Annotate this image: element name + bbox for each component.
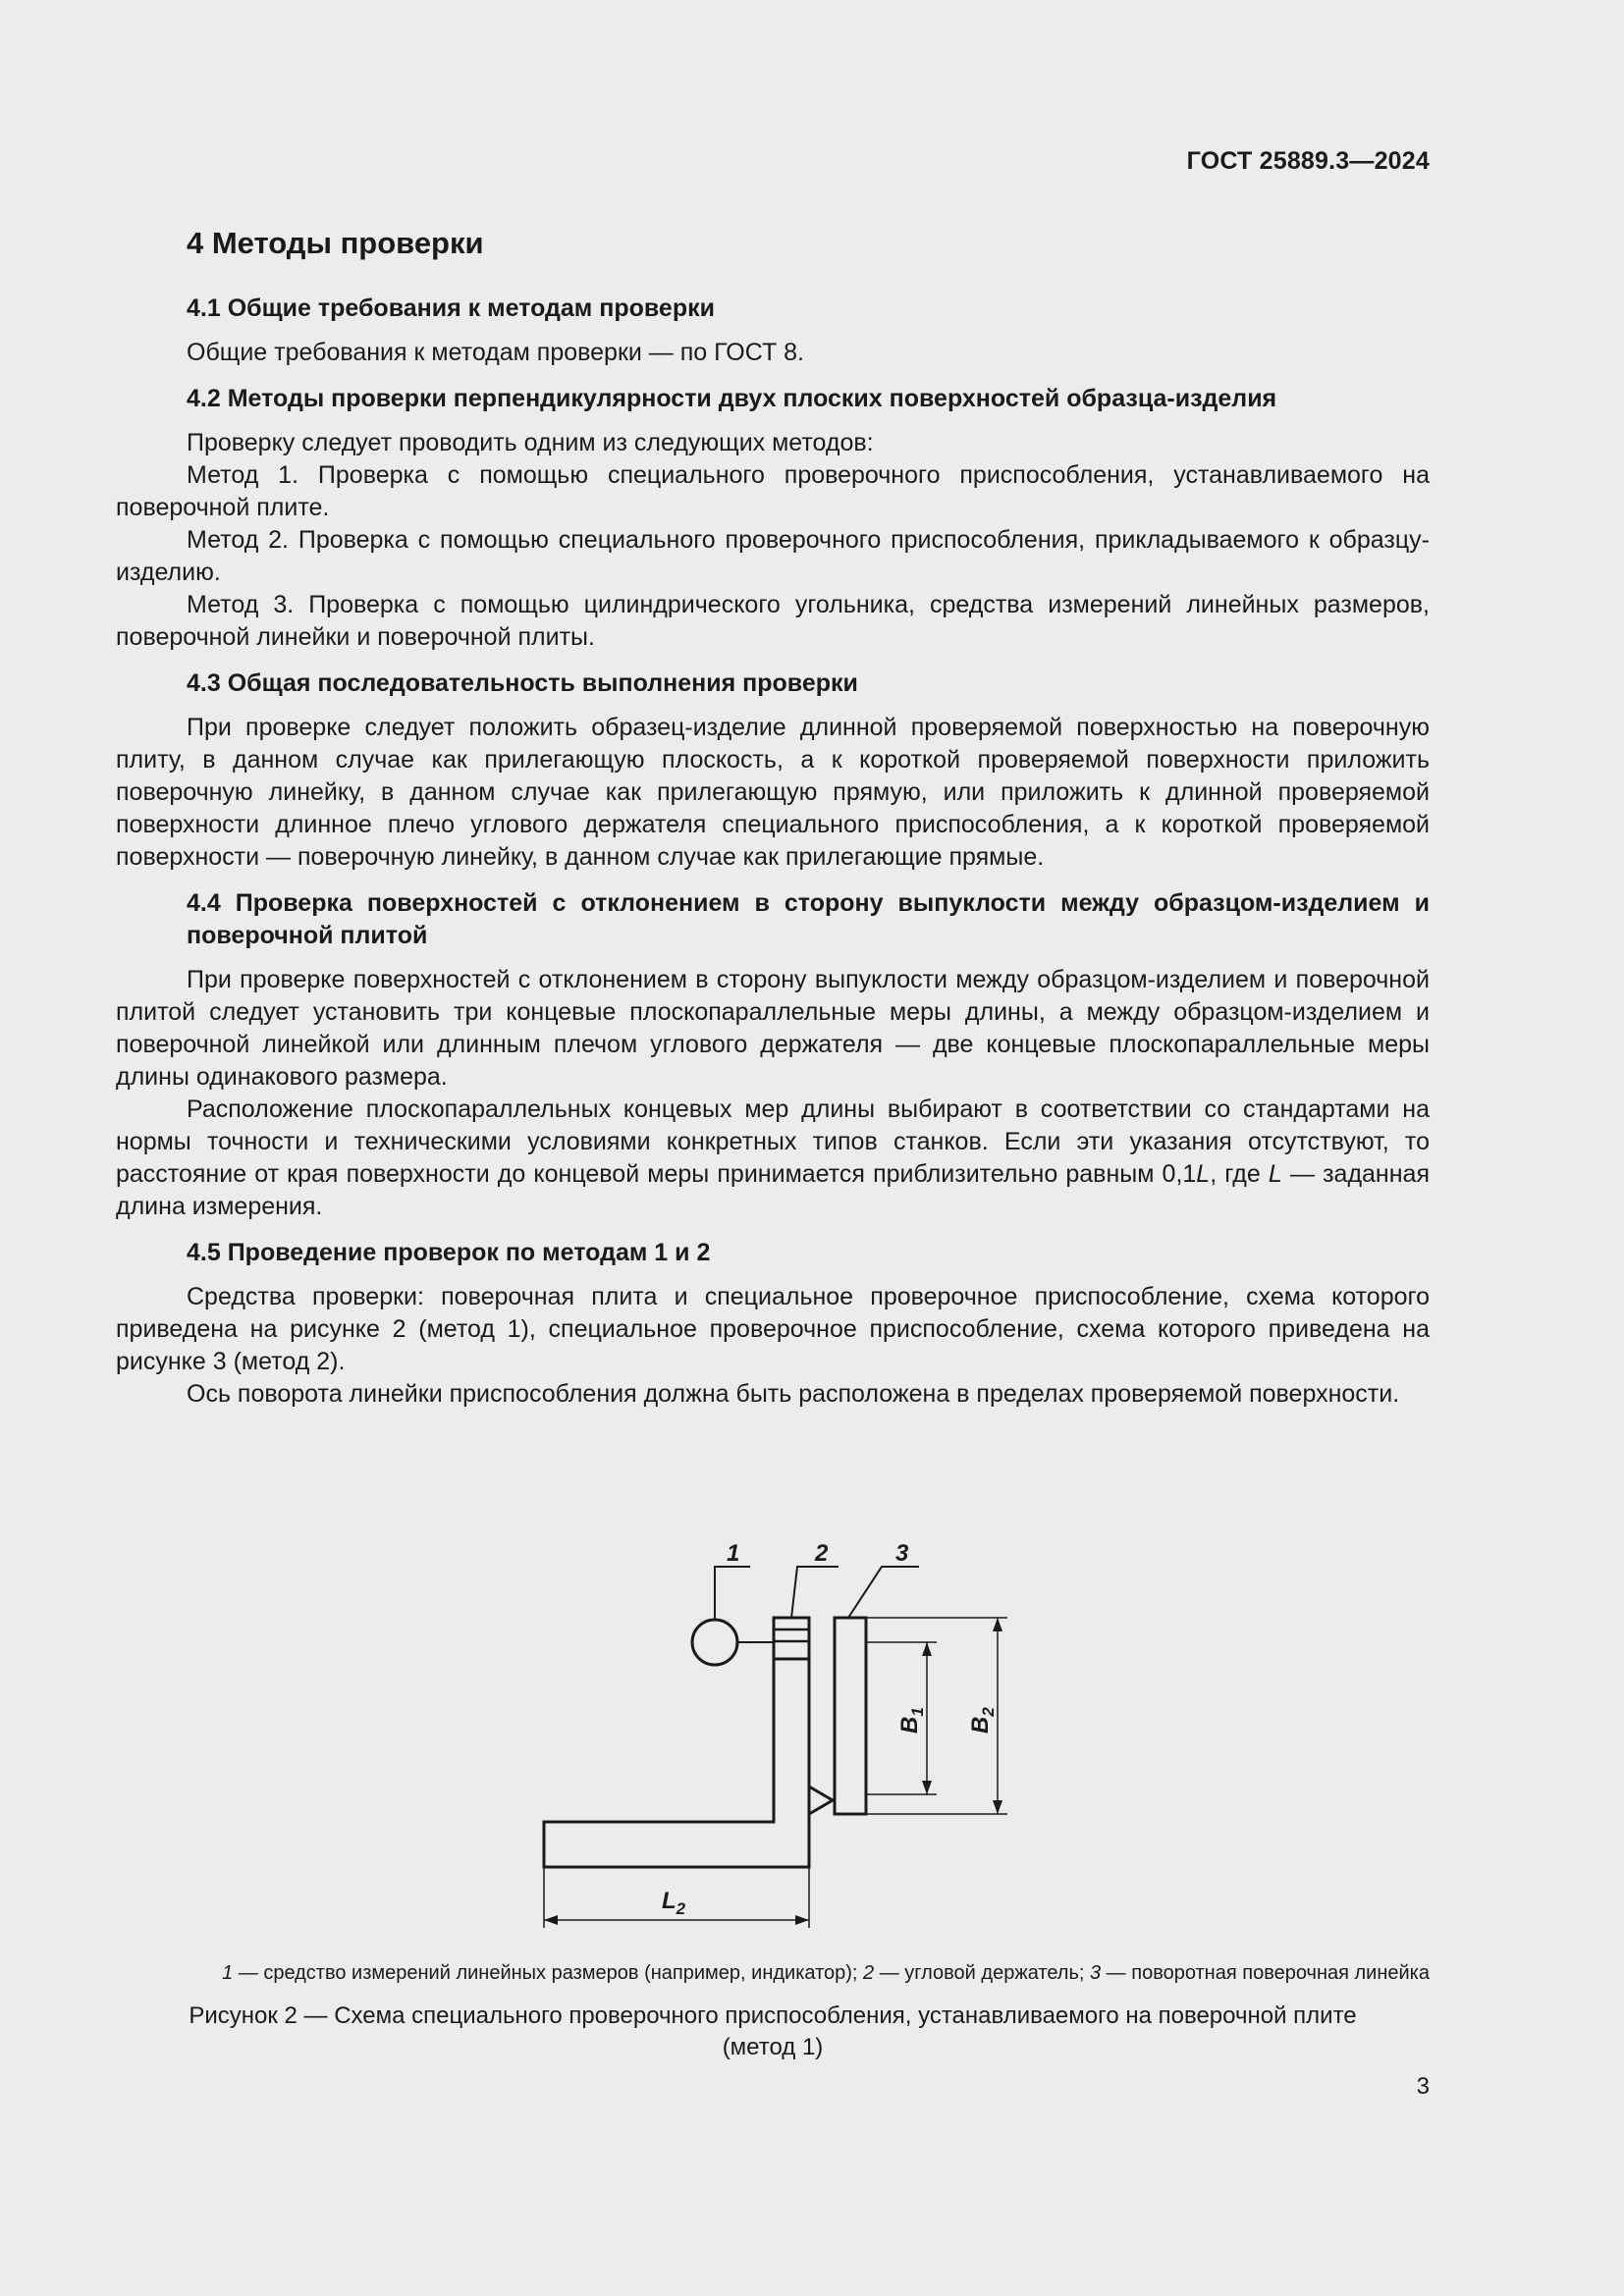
legend-text-2: — угловой держатель; bbox=[874, 1962, 1090, 1984]
dim-b1-label: $B_1$ bbox=[896, 1707, 927, 1734]
figure-2-caption bbox=[116, 2001, 1430, 2063]
figure-2-svg bbox=[530, 1531, 1041, 1944]
section-4-4-p2-var-l1: L bbox=[1196, 1160, 1211, 1188]
indicator-shape bbox=[692, 1620, 737, 1665]
callout-3-label: 3 bbox=[895, 1540, 909, 1567]
legend-text-3: — поворотная поверочная линейка bbox=[1101, 1962, 1430, 1984]
section-4-title: 4 Методы проверки bbox=[187, 226, 484, 260]
section-4-4-paragraph-2 bbox=[116, 1094, 1430, 1223]
section-4-1-title: 4.1 Общие требования к методам проверки bbox=[187, 294, 715, 322]
page-number: 3 bbox=[1416, 2073, 1430, 2100]
section-4-2-method-2: Метод 2. Проверка с помощью специального проверочного приспособления, прикладываемого к образцу-изделию. bbox=[116, 526, 1430, 586]
section-4-1-paragraph: Общие требования к методам проверки — по ГОСТ 8. bbox=[187, 339, 805, 366]
dim-l2-label: $L_2$ bbox=[662, 1888, 686, 1918]
section-4-2-method-3: Метод 3. Проверка с помощью цилиндрического угольника, средства измерений линейных размеров, поверочной линейки и поверочной плиты. bbox=[116, 591, 1430, 651]
section-4-3-title: 4.3 Общая последовательность выполнения проверки bbox=[187, 669, 858, 697]
section-4-4-title: 4.4 Проверка поверхностей с отклонением в сторону выпуклости между образцом-изделием и поверочной плитой bbox=[187, 889, 1430, 949]
section-4-5-paragraph-2: Ось поворота линейки приспособления должна быть расположена в пределах проверяемой поверхности. bbox=[187, 1380, 1400, 1408]
section-4-2-title: 4.2 Методы проверки перпендикулярности двух плоских поверхностей образца-изделия bbox=[187, 385, 1277, 412]
figure-2-diagram bbox=[530, 1531, 1041, 1944]
callout-1-label: 1 bbox=[727, 1540, 740, 1567]
legend-text-1: — средство измерений линейных размеров (например, индикатор); bbox=[233, 1962, 864, 1984]
standard-code: ГОСТ 25889.3—2024 bbox=[1186, 147, 1430, 175]
section-4-4-p2-text-c: — заданная длина измерения. bbox=[116, 1160, 1430, 1220]
holder-head-shape bbox=[774, 1618, 809, 1659]
section-4-4-paragraph-1: При проверке поверхностей с отклонением в сторону выпуклости между образцом-изделием и поверочной плитой следует установить три концевые плоскопараллельные меры длины, а между образцом-изделием и поверочной линейкой или длинным плечом углового держателя — две концевые плоскопараллельные меры длины одинакового размера. bbox=[116, 966, 1430, 1091]
section-4-5-title: 4.5 Проведение проверок по методам 1 и 2 bbox=[187, 1239, 711, 1266]
section-4-4-p2-text-a: Расположение плоскопараллельных концевых мер длины выбирают в соответствии со стандартами на нормы точности и техническими условиями конкретных типов станков. Если эти указания отсутствуют, то расстояние от края поверхности до концевой меры принимается приблизительно равным 0,1 bbox=[116, 1095, 1430, 1188]
dim-b2-label: $B_2$ bbox=[967, 1707, 998, 1734]
section-4-2-paragraph-1: Проверку следует проводить одним из следующих методов: bbox=[187, 429, 874, 456]
caption-line-1: Рисунок 2 — Схема специального проверочного приспособления, устанавливаемого на поверочной плите bbox=[189, 2002, 1357, 2029]
legend-num-1: 1 bbox=[222, 1962, 234, 1984]
holder-body-shape bbox=[544, 1659, 809, 1867]
section-4-5-paragraph-1: Средства проверки: поверочная плита и специальное проверочное приспособление, схема которого приведена на рисунке 2 (метод 1), специальное проверочное приспособление, схема которого приведена на рисунке 3 (метод 2). bbox=[116, 1283, 1430, 1375]
legend-num-3: 3 bbox=[1090, 1962, 1102, 1984]
section-4-3-paragraph: При проверке следует положить образец-изделие длинной проверяемой поверхностью на поверочную плиту, в данном случае как прилегающую плоскость, а к короткой проверяемой поверхности приложить поверочную линейку, в данном случае как прилегающую прямую, или приложить к длинной проверяемой поверхности длинное плечо углового держателя специального приспособления, а к короткой проверяемой поверхности — поверочную линейку, в данном случае как прилегающие прямые. bbox=[116, 714, 1430, 871]
callout-2-label: 2 bbox=[815, 1540, 829, 1567]
section-4-4-p2-var-l2: L bbox=[1268, 1160, 1282, 1188]
figure-2-legend bbox=[116, 1960, 1430, 1986]
ruler-shape bbox=[835, 1618, 866, 1814]
section-4-4-p2-text-b: , где bbox=[1210, 1160, 1269, 1188]
section-4-2-method-1: Метод 1. Проверка с помощью специального проверочного приспособления, устанавливаемого на поверочной плите. bbox=[116, 461, 1430, 521]
legend-num-2: 2 bbox=[863, 1962, 875, 1984]
main-content bbox=[116, 224, 1430, 1411]
caption-line-2: (метод 1) bbox=[722, 2034, 824, 2060]
